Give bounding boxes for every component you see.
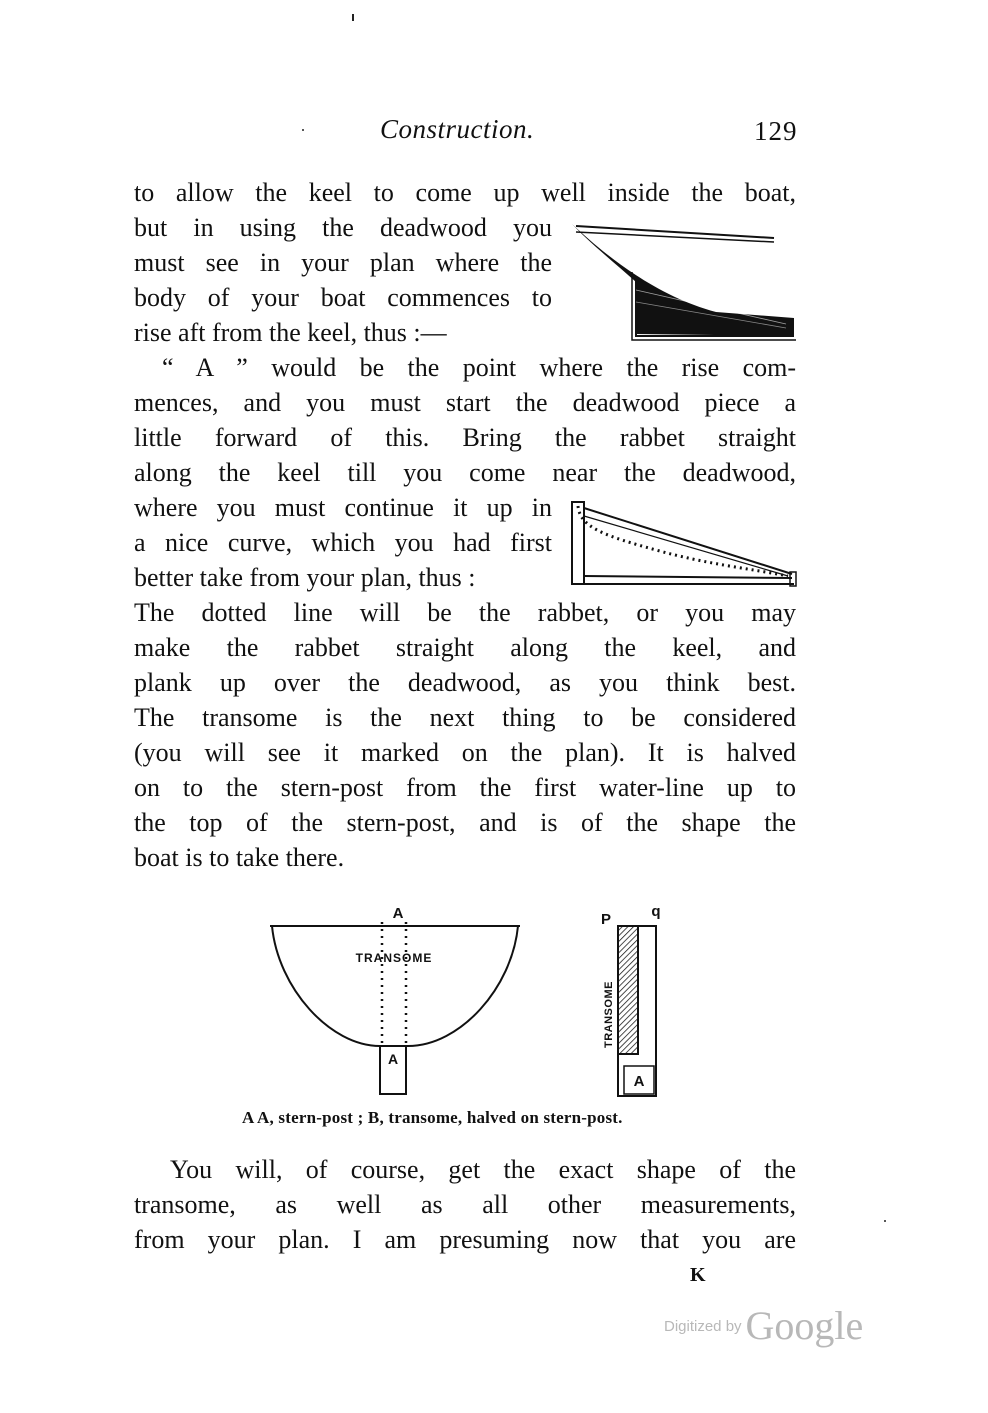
transome-front-view	[270, 905, 520, 1094]
text-line: You will, of course, get the exact shape of the	[170, 1155, 796, 1184]
running-title: Construction.	[380, 114, 535, 144]
text-line: transome, as well as all other measurements,	[134, 1190, 796, 1219]
text-line: (you will see it marked on the plan). It is halved	[134, 738, 796, 767]
text-line: a nice curve, which you had first	[134, 528, 552, 557]
text-line: little forward of this. Bring the rabbet straight	[134, 423, 796, 452]
label-a-post-side: A	[633, 1073, 645, 1090]
digitized-watermark	[664, 1302, 863, 1349]
text-line: to allow the keel to come up well inside the boat,	[134, 178, 796, 207]
text-line: The dotted line will be the rabbet, or you may	[134, 598, 796, 627]
text-line: but in using the deadwood you	[134, 213, 552, 242]
rabbet-illustration	[566, 498, 798, 592]
text-line: body of your boat commences to	[134, 283, 552, 312]
text-line: on to the stern-post from the first water-line up to	[134, 773, 796, 802]
label-a-top: A	[392, 905, 404, 922]
figure-caption: A A, stern-post ; B, transome, halved on stern-post.	[242, 1108, 623, 1127]
text-line: “ A ” would be the point where the rise com-	[162, 353, 796, 382]
signature-mark: K	[690, 1264, 706, 1286]
scan-speck	[884, 1220, 886, 1222]
deadwood-illustration	[566, 216, 802, 344]
scan-speck	[302, 129, 304, 131]
text-line: make the rabbet straight along the keel, and	[134, 633, 796, 662]
label-transome-front: TRANSOME	[355, 951, 433, 965]
label-transome-side: TRANSOME	[603, 981, 615, 1048]
text-line: better take from your plan, thus :	[134, 563, 476, 592]
text-line: from your plan. I am presuming now that you are	[134, 1225, 796, 1254]
text-line: the top of the stern-post, and is of the shape the	[134, 808, 796, 837]
text-line: along the keel till you come near the deadwood,	[134, 458, 796, 487]
transome-side-view	[601, 903, 661, 1096]
label-q: q	[651, 903, 661, 920]
scan-speck	[352, 14, 354, 21]
watermark-prefix: Digitized by	[664, 1318, 742, 1335]
text-line: rise aft from the keel, thus :—	[134, 318, 447, 347]
text-line: The transome is the next thing to be considered	[134, 703, 796, 732]
text-line: boat is to take there.	[134, 843, 345, 872]
page-number: 129	[754, 116, 798, 146]
text-line: mences, and you must start the deadwood piece a	[134, 388, 796, 417]
transome-diagram	[260, 898, 680, 1104]
text-line: must see in your plan where the	[134, 248, 552, 277]
watermark-brand: Google	[745, 1303, 864, 1348]
label-a-post-front: A	[387, 1051, 399, 1067]
text-line: where you must continue it up in	[134, 493, 552, 522]
label-p: P	[600, 911, 612, 928]
text-line: plank up over the deadwood, as you think best.	[134, 668, 796, 697]
